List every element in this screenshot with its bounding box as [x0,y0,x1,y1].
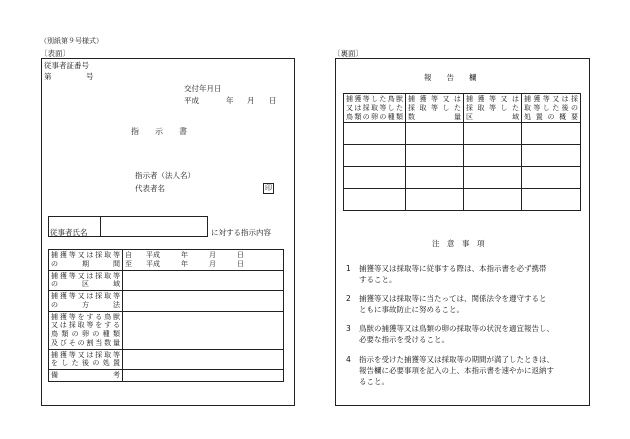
front-section-label: 〔表面〕 [40,49,70,58]
form-label: （別紙第９号様式） [40,37,103,45]
table-row [49,291,284,312]
disposal-value[interactable] [123,349,284,370]
back-section-label: 〔裏面〕 [333,49,363,58]
back-panel: 報 告 欄 捕獲等した鳥獣 又は採取等した 鳥類の卵の種類 捕獲等又は 採取等した 数 量 捕獲等又は 採取等した 区 域 捕獲等又は採 取等した後の 処置の概要 注 意 事 項 1 捕獲等又は採取等に従事する際は、本指示書を必ず携帯 すること。 2 捕獲等又は採取等に当たっては、関係法令を遵守すると ともに事故防止に努めること。 3 鳥獣の捕獲等又は鳥類の卵の採取等の状況を適宜報告し、 必要な指示を受けること。 4 指示を受けた捕獲等又は採取等の期間が満了したときは、 報告欄に必要事項を記入の上、本指示書を速やかに返納す ること。 [335,58,590,406]
report-cell[interactable] [464,189,522,211]
report-cell[interactable] [344,167,406,189]
instruction-table [48,249,284,382]
period-label: 捕獲等又は採取等 の 期 間 [49,250,123,271]
method-label: 捕獲等又は採取等 の 方 法 [49,291,123,312]
report-cell[interactable] [522,189,581,211]
issuer-label: 指示者（法人名） [135,171,195,180]
table-row [344,189,581,211]
number-suffix: 号 [86,72,94,81]
report-cell[interactable] [344,123,406,145]
report-cell[interactable] [344,189,406,211]
worker-name-label: 従事者氏名 [50,228,88,237]
representative-label: 代表者名 [135,184,165,193]
report-header-species: 捕獲等した鳥獣 又は採取等した 鳥類の卵の種類 [344,94,406,123]
date-era: 平成 [184,96,199,105]
table-row [49,370,284,382]
report-cell[interactable] [464,167,522,189]
report-cell[interactable] [406,189,464,211]
area-value[interactable] [123,270,284,291]
cert-no-label: 従事者証番号 [44,61,89,70]
report-cell[interactable] [522,123,581,145]
issue-date-label: 交付年月日 [184,84,222,93]
remarks-value[interactable] [123,370,284,382]
worker-name-divider [100,217,101,236]
report-cell[interactable] [406,167,464,189]
notes-title: 注 意 事 項 [432,239,485,248]
species-value[interactable] [123,311,284,349]
remarks-label: 備 考 [49,370,123,382]
worker-name-box[interactable] [48,216,208,237]
report-table [343,93,581,211]
report-header-quantity: 捕獲等又は 採取等した 数 量 [406,94,464,123]
report-header-row [344,94,581,123]
report-cell[interactable] [464,145,522,167]
table-row [344,167,581,189]
table-row [344,123,581,145]
table-row [344,145,581,167]
table-row [49,311,284,349]
method-value[interactable] [123,291,284,312]
report-title: 報 告 欄 [424,73,477,82]
report-header-disposal: 捕獲等又は採 取等した後の 処置の概要 [522,94,581,123]
date-day: 日 [269,96,277,105]
report-cell[interactable] [344,145,406,167]
report-cell[interactable] [522,145,581,167]
area-label: 捕獲等又は採取等 の 区 域 [49,270,123,291]
disposal-label: 捕獲等又は採取等 をした後の処置 [49,349,123,370]
date-month: 月 [247,96,255,105]
report-cell[interactable] [464,123,522,145]
front-panel [41,58,295,406]
period-value[interactable]: 自 平成 年 月 日 至 平成 年 月 日 [123,250,284,271]
seal-mark: 印 [265,184,272,192]
table-row [49,270,284,291]
table-row [49,250,284,271]
date-year: 年 [226,96,234,105]
report-header-area: 捕獲等又は 採取等した 区 域 [464,94,522,123]
table-row [49,349,284,370]
report-cell[interactable] [406,145,464,167]
report-cell[interactable] [522,167,581,189]
instruction-suffix: に対する指示内容 [211,228,271,237]
number-prefix: 第 [44,72,52,81]
document-title: 指 示 書 [131,127,191,136]
report-cell[interactable] [406,123,464,145]
species-label: 捕獲等をする鳥獣 又は採取等をする 鳥類の卵の種類 及びその割当数量 [49,311,123,349]
